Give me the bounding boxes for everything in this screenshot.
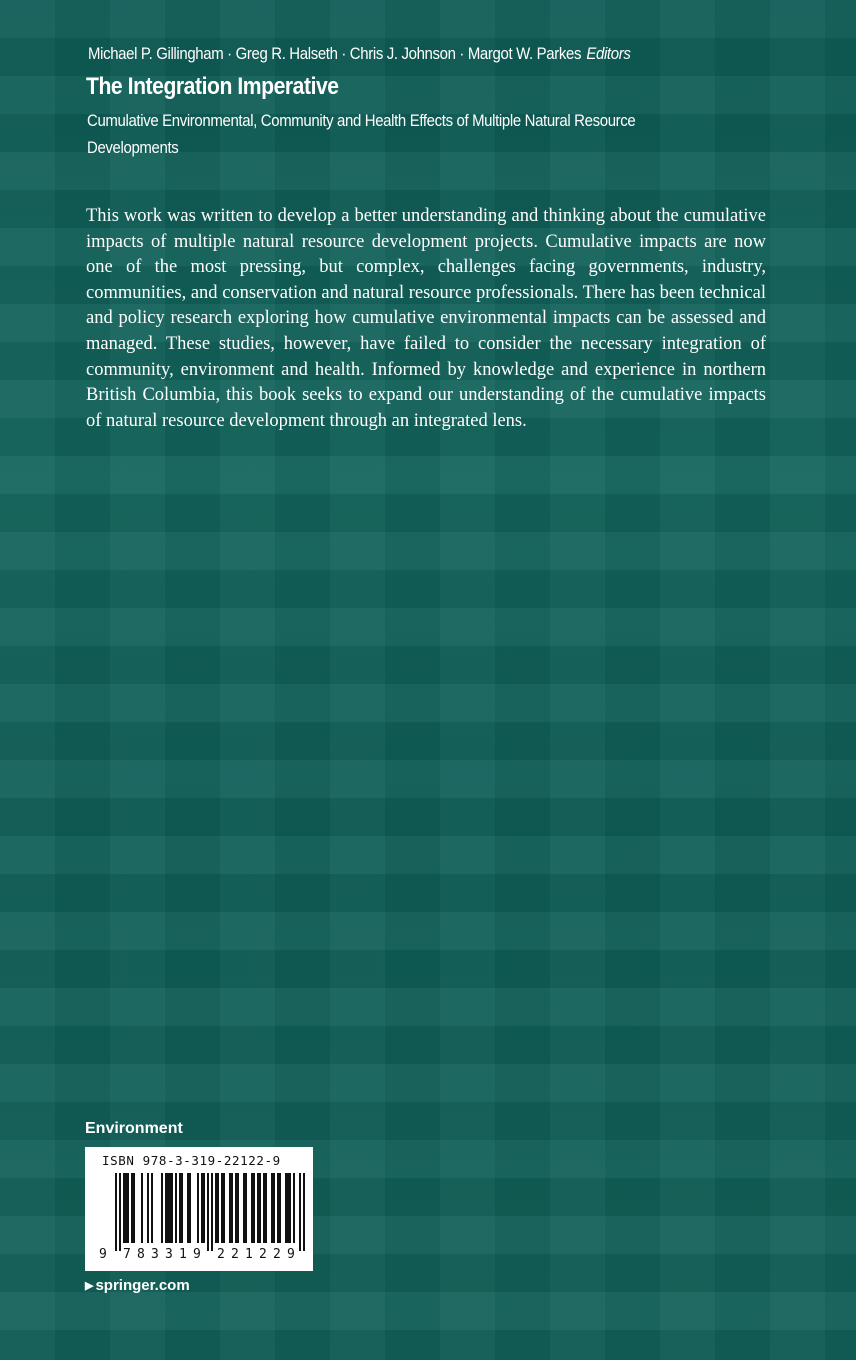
barcode-bar — [187, 1173, 189, 1243]
barcode-digit: 2 — [259, 1247, 267, 1262]
barcode-bar — [273, 1173, 275, 1243]
barcode-bar — [265, 1173, 267, 1243]
triangle-right-icon: ▶ — [85, 1280, 94, 1292]
barcode-bars — [85, 1147, 313, 1271]
barcode-bar — [299, 1173, 301, 1251]
barcode-digit: 8 — [137, 1247, 145, 1262]
barcode-bar — [165, 1173, 167, 1243]
barcode-bar — [201, 1173, 203, 1243]
subtitle-line-2: Developments — [87, 138, 179, 157]
subject-category: Environment — [85, 1120, 183, 1137]
barcode-digit: 3 — [151, 1247, 159, 1262]
barcode-bar — [259, 1173, 261, 1243]
barcode-digit: 9 — [287, 1247, 295, 1262]
barcode-bar — [169, 1173, 171, 1243]
barcode-bar — [229, 1173, 231, 1243]
barcode-bar — [231, 1173, 233, 1243]
barcode-digit: 9 — [193, 1247, 201, 1262]
subtitle-line-1: Cumulative Environmental, Community and Health Effects of Multiple Natural Resource — [87, 111, 636, 130]
barcode-bar — [141, 1173, 143, 1243]
barcode-bar — [235, 1173, 237, 1243]
barcode-bar — [303, 1173, 305, 1251]
barcode-bar — [133, 1173, 135, 1243]
isbn-barcode — [85, 1147, 313, 1271]
barcode-bar — [197, 1173, 199, 1243]
isbn-label: ISBN 978-3-319-22122-9 — [102, 1153, 281, 1168]
barcode-bar — [277, 1173, 279, 1243]
barcode-bar — [131, 1173, 133, 1243]
barcode-bar — [207, 1173, 209, 1251]
barcode-bar — [211, 1173, 213, 1251]
barcode-bar — [287, 1173, 289, 1243]
barcode-bar — [203, 1173, 205, 1243]
barcode-bar — [285, 1173, 287, 1243]
barcode-bar — [167, 1173, 169, 1243]
barcode-bar — [237, 1173, 239, 1243]
website-label: springer.com — [95, 1277, 190, 1294]
barcode-digit: 2 — [217, 1247, 225, 1262]
barcode-bar — [251, 1173, 253, 1243]
book-description: This work was written to develop a better understanding and thinking about the cumulative impacts of multiple natural resource development projects. Cumulative impacts are now one of the most pressing, but complex, challenges facing governments, industry, communities, and conservation and natural resource professionals. There has been technical and policy research exploring how cumulative environmental impacts can be assessed and managed. These studies, however, have failed to consider the necessary integration of community, environment and health. Informed by knowledge and experience in northern British Columbia, this book seeks to expand our understanding of the cumulative impacts of natural resource development through an integrated lens. — [86, 206, 766, 431]
barcode-bar — [293, 1173, 295, 1243]
barcode-bar — [115, 1173, 117, 1251]
book-subtitle — [87, 107, 767, 161]
barcode-bar — [243, 1173, 245, 1243]
book-title: The Integration Imperative — [86, 73, 339, 100]
barcode-bar — [289, 1173, 291, 1243]
barcode-bar — [119, 1173, 121, 1251]
barcode-bar — [175, 1173, 177, 1243]
barcode-digit: 1 — [245, 1247, 253, 1262]
publisher-website — [85, 1277, 190, 1294]
barcode-digit: 2 — [273, 1247, 281, 1262]
barcode-digit: 7 — [123, 1247, 131, 1262]
barcode-bar — [245, 1173, 247, 1243]
barcode-bar — [263, 1173, 265, 1243]
barcode-digit: 9 — [99, 1247, 107, 1262]
barcode-bar — [147, 1173, 149, 1243]
barcode-bar — [171, 1173, 173, 1243]
barcode-bar — [253, 1173, 255, 1243]
editors-role: Editors — [586, 44, 631, 63]
barcode-bar — [217, 1173, 219, 1243]
editors-names: Michael P. Gillingham · Greg R. Halseth · Chris J. Johnson · Margot W. Parkes — [88, 44, 582, 63]
barcode-bar — [127, 1173, 129, 1243]
barcode-bar — [125, 1173, 127, 1243]
barcode-digit: 3 — [165, 1247, 173, 1262]
barcode-bar — [257, 1173, 259, 1243]
barcode-bar — [215, 1173, 217, 1243]
barcode-bar — [223, 1173, 225, 1243]
barcode-bar — [123, 1173, 125, 1243]
barcode-bar — [181, 1173, 183, 1243]
barcode-bar — [151, 1173, 153, 1243]
barcode-digit: 2 — [231, 1247, 239, 1262]
barcode-bar — [271, 1173, 273, 1243]
editors-line — [88, 44, 630, 64]
barcode-bar — [189, 1173, 191, 1243]
barcode-digit: 1 — [179, 1247, 187, 1262]
barcode-bar — [279, 1173, 281, 1243]
barcode-bar — [179, 1173, 181, 1243]
barcode-bar — [161, 1173, 163, 1243]
barcode-bar — [221, 1173, 223, 1243]
